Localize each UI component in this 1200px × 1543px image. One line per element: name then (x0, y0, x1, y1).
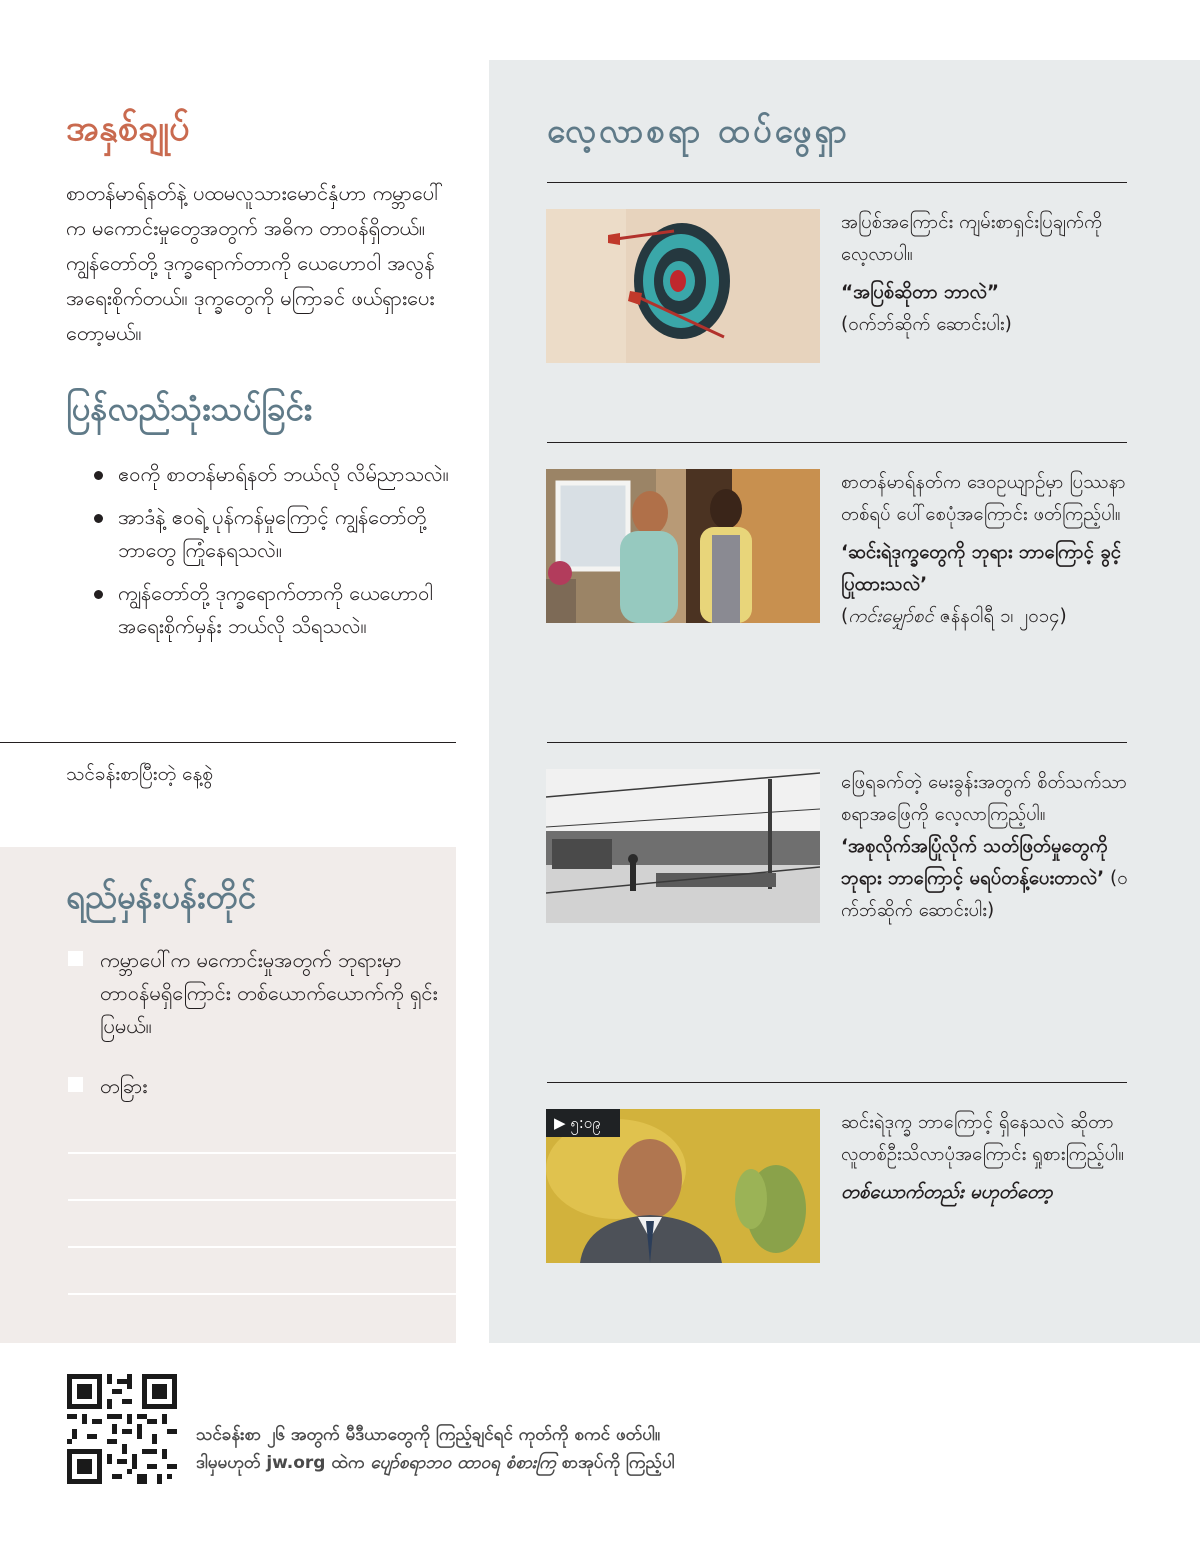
explore-heading: လေ့လာစရာ ထပ်ဖွေရှာ (547, 111, 850, 150)
doorstep-image[interactable] (546, 469, 820, 623)
goal-item[interactable]: ကမ္ဘာပေါ်က မကောင်းမှုအတွက် ဘုရားမှာ တာဝန်မရှိကြောင်း တစ်ယောက်ယောက်ကို ရှင်းပြမယ်။ (68, 944, 448, 1043)
video-thumbnail[interactable] (546, 1109, 820, 1263)
write-line[interactable] (68, 1152, 456, 1154)
divider (547, 742, 1127, 743)
footer-alternative: ဒါမှမဟုတ် jw.org ထဲက ပျော်စရာဘဝ ထာဝရ စံစားကြ စာအုပ်ကို ကြည့်ပါ (196, 1453, 675, 1473)
item-description: ဖြေရခက်တဲ့ မေးခွန်းအတွက် စိတ်သက်သာစရာအဖြေကို လေ့လာကြည့်ပါ။ (841, 772, 1127, 825)
item-source: (ကင်းမျှော်စင် ဇန်နဝါရီ ၁၊ ၂၀၁၄) (841, 606, 1067, 627)
item-description: အပြစ်အကြောင်း ကျမ်းစာရှင်းပြချက်ကို လေ့လာပါ။ (841, 212, 1103, 265)
qr-code-icon[interactable] (67, 1374, 177, 1484)
review-item: အာဒံနဲ့ ဧဝရဲ့ ပုန်ကန်မှုကြောင့် ကျွန်တော်တို့ ဘာတွေ ကြုံနေရသလဲ။ (92, 501, 452, 567)
video-duration-badge: ▶ ၅:၀၉ (546, 1109, 620, 1137)
summary-heading: အနှစ်ချုပ် (66, 108, 190, 149)
explore-item-text (841, 767, 1131, 927)
explore-item-text (841, 1107, 1131, 1209)
item-title-link[interactable]: ‘အစုလိုက်အပြုံလိုက် သတ်ဖြတ်မှုတွေကို ဘုရား ဘာကြောင့် မရပ်တန့်ပေးတာလဲ’ (ဝက်ဘ်ဆိုက် ဆောင်းပါး) (841, 836, 1128, 921)
review-list (92, 458, 452, 653)
review-heading: ပြန်လည်သုံးသပ်ခြင်း (66, 389, 313, 428)
item-description: စာတန်မာရ်နတ်က ဒေဝဥယျာဉ်မှာ ပြဿနာတစ်ရပ် ပေါ်စေပုံအကြောင်း ဖတ်ကြည့်ပါ။ (841, 472, 1126, 525)
write-line[interactable] (68, 1199, 456, 1201)
item-description: ဆင်းရဲဒုက္ခ ဘာကြောင့် ရှိနေသလဲ ဆိုတာ လူတစ်ဦးသိလာပုံအကြောင်း ရှုစားကြည့်ပါ။ (841, 1112, 1124, 1165)
camp-photo-image[interactable] (546, 769, 820, 923)
review-item: ကျွန်တော်တို့ ဒုက္ခရောက်တာကို ယေဟောဝါ အရေးစိုက်မှန်း ဘယ်လို သိရသလဲ။ (92, 577, 452, 643)
explore-item-text (841, 467, 1131, 633)
divider (547, 1082, 1127, 1083)
item-source: (ဝက်ဘ်ဆိုက် ဆောင်းပါး) (841, 314, 1012, 335)
bullet-icon (94, 590, 103, 599)
item-title-link[interactable]: ‘ဆင်းရဲဒုက္ခတွေကို ဘုရား ဘာကြောင့် ခွင့်ပြုထားသလဲ’ (841, 542, 1122, 595)
item-title-link[interactable]: တစ်ယောက်တည်း မဟုတ်တော့ (841, 1182, 1053, 1203)
explore-item-text (841, 207, 1131, 341)
checkbox[interactable] (68, 1077, 83, 1092)
bullet-icon (94, 514, 103, 523)
summary-body: စာတန်မာရ်နတ်နဲ့ ပထမလူသားမောင်နှံဟာ ကမ္ဘာပေါ်က မကောင်းမှုတွေအတွက် အဓိက တာဝန်ရှိတယ်။ ကျွန်တော်တို့ ဒုက္ခရောက်တာကို ယေဟောဝါ အလွန် အရေးစိုက်တယ်။ ဒုက္ခတွေကို မကြာခင် ဖယ်ရှားပေးတော့မယ်။ (66, 181, 444, 345)
goal-item[interactable]: တခြား (68, 1070, 448, 1103)
goal-heading: ရည်မှန်းပန်းတိုင် (66, 877, 256, 916)
target-image[interactable] (546, 209, 820, 363)
divider (547, 182, 1127, 183)
write-line[interactable] (68, 1246, 456, 1248)
item-title-link[interactable]: “အပြစ်ဆိုတာ ဘာလဲ” (841, 282, 1000, 303)
checkbox[interactable] (68, 951, 83, 966)
footer-instruction: သင်ခန်းစာ ၂၆ အတွက် မီဒီယာတွေကို ကြည့်ချင်ရင် ကုတ်ကို စကင် ဖတ်ပါ။ (196, 1425, 661, 1445)
completed-date-field[interactable]: သင်ခန်းစာပြီးတဲ့ နေ့စွဲ (66, 763, 213, 785)
review-item: ဧဝကို စာတန်မာရ်နတ် ဘယ်လို လိမ်ညာသလဲ။ (92, 458, 452, 491)
divider (0, 742, 456, 743)
bullet-icon (94, 471, 103, 480)
write-line[interactable] (68, 1293, 456, 1295)
divider (547, 442, 1127, 443)
